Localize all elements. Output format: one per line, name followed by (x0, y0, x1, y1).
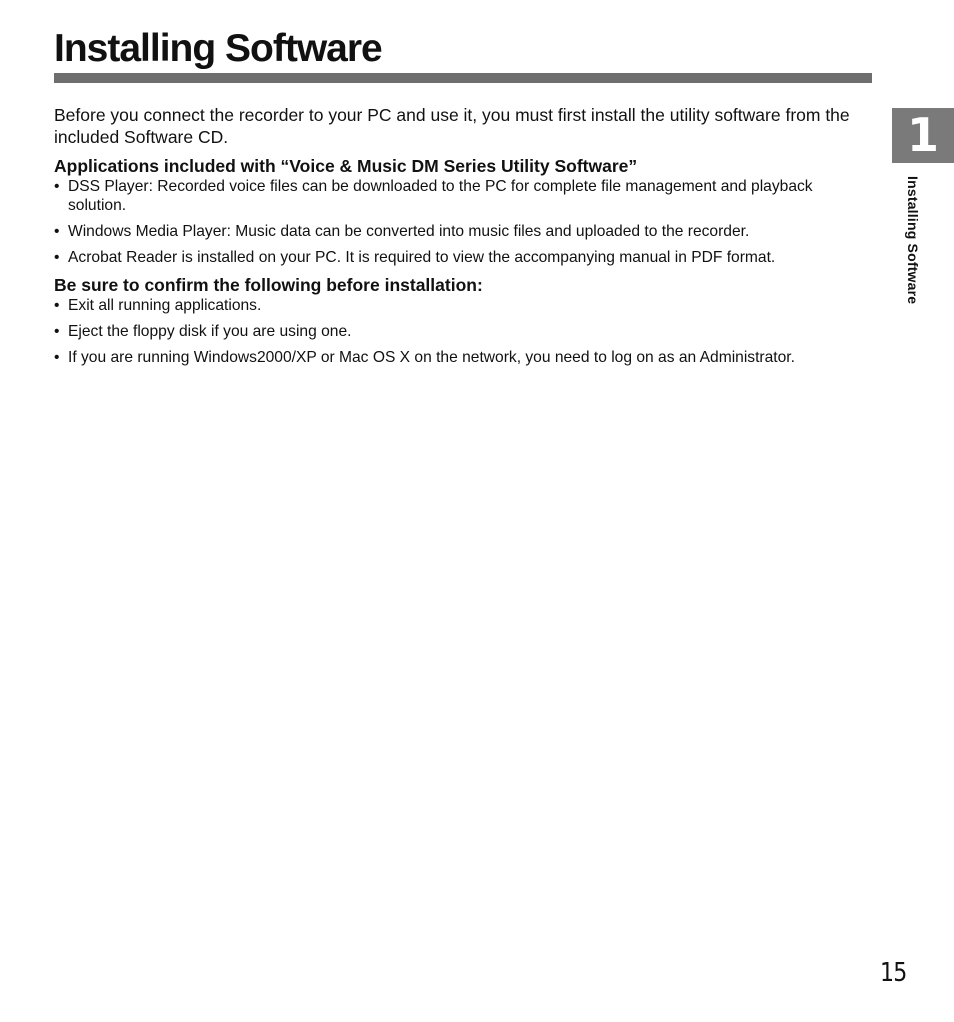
list-item-text: Eject the floppy disk if you are using one. (68, 323, 352, 340)
list-item (54, 322, 874, 341)
bullet: • (54, 223, 60, 240)
list-item-text: Exit all running applications. (68, 297, 262, 314)
page-number: 15 (880, 958, 907, 988)
list-item-text: DSS Player: Recorded voice files can be downloaded to the PC for complete file management and playback solution. (68, 178, 813, 214)
list-item (54, 248, 874, 267)
side-label: Installing Software (905, 176, 921, 305)
page-title: Installing Software (54, 27, 382, 70)
applications-list (54, 177, 874, 267)
list-item (54, 222, 874, 241)
title-rule (54, 73, 872, 83)
list-item (54, 348, 874, 367)
content (54, 104, 874, 374)
section-heading-applications: Applications included with “Voice & Music DM Series Utility Software” (54, 156, 638, 176)
list-item (54, 296, 874, 315)
list-item-text: Acrobat Reader is installed on your PC. It is required to view the accompanying manual in PDF format. (68, 249, 776, 266)
bullet: • (54, 249, 60, 266)
chapter-tab: 1 (892, 108, 954, 163)
list-item-text: Windows Media Player: Music data can be converted into music files and uploaded to the recorder. (68, 223, 750, 240)
section-heading-confirm: Be sure to confirm the following before installation: (54, 275, 483, 295)
bullet: • (54, 323, 60, 340)
confirm-list (54, 296, 874, 367)
bullet: • (54, 297, 60, 314)
bullet: • (54, 178, 60, 195)
intro-paragraph: Before you connect the recorder to your PC and use it, you must first install the utility software from the included Software CD. (54, 105, 850, 147)
list-item-text: If you are running Windows2000/XP or Mac OS X on the network, you need to log on as an Administrator. (68, 349, 795, 366)
bullet: • (54, 349, 60, 366)
list-item (54, 177, 874, 215)
